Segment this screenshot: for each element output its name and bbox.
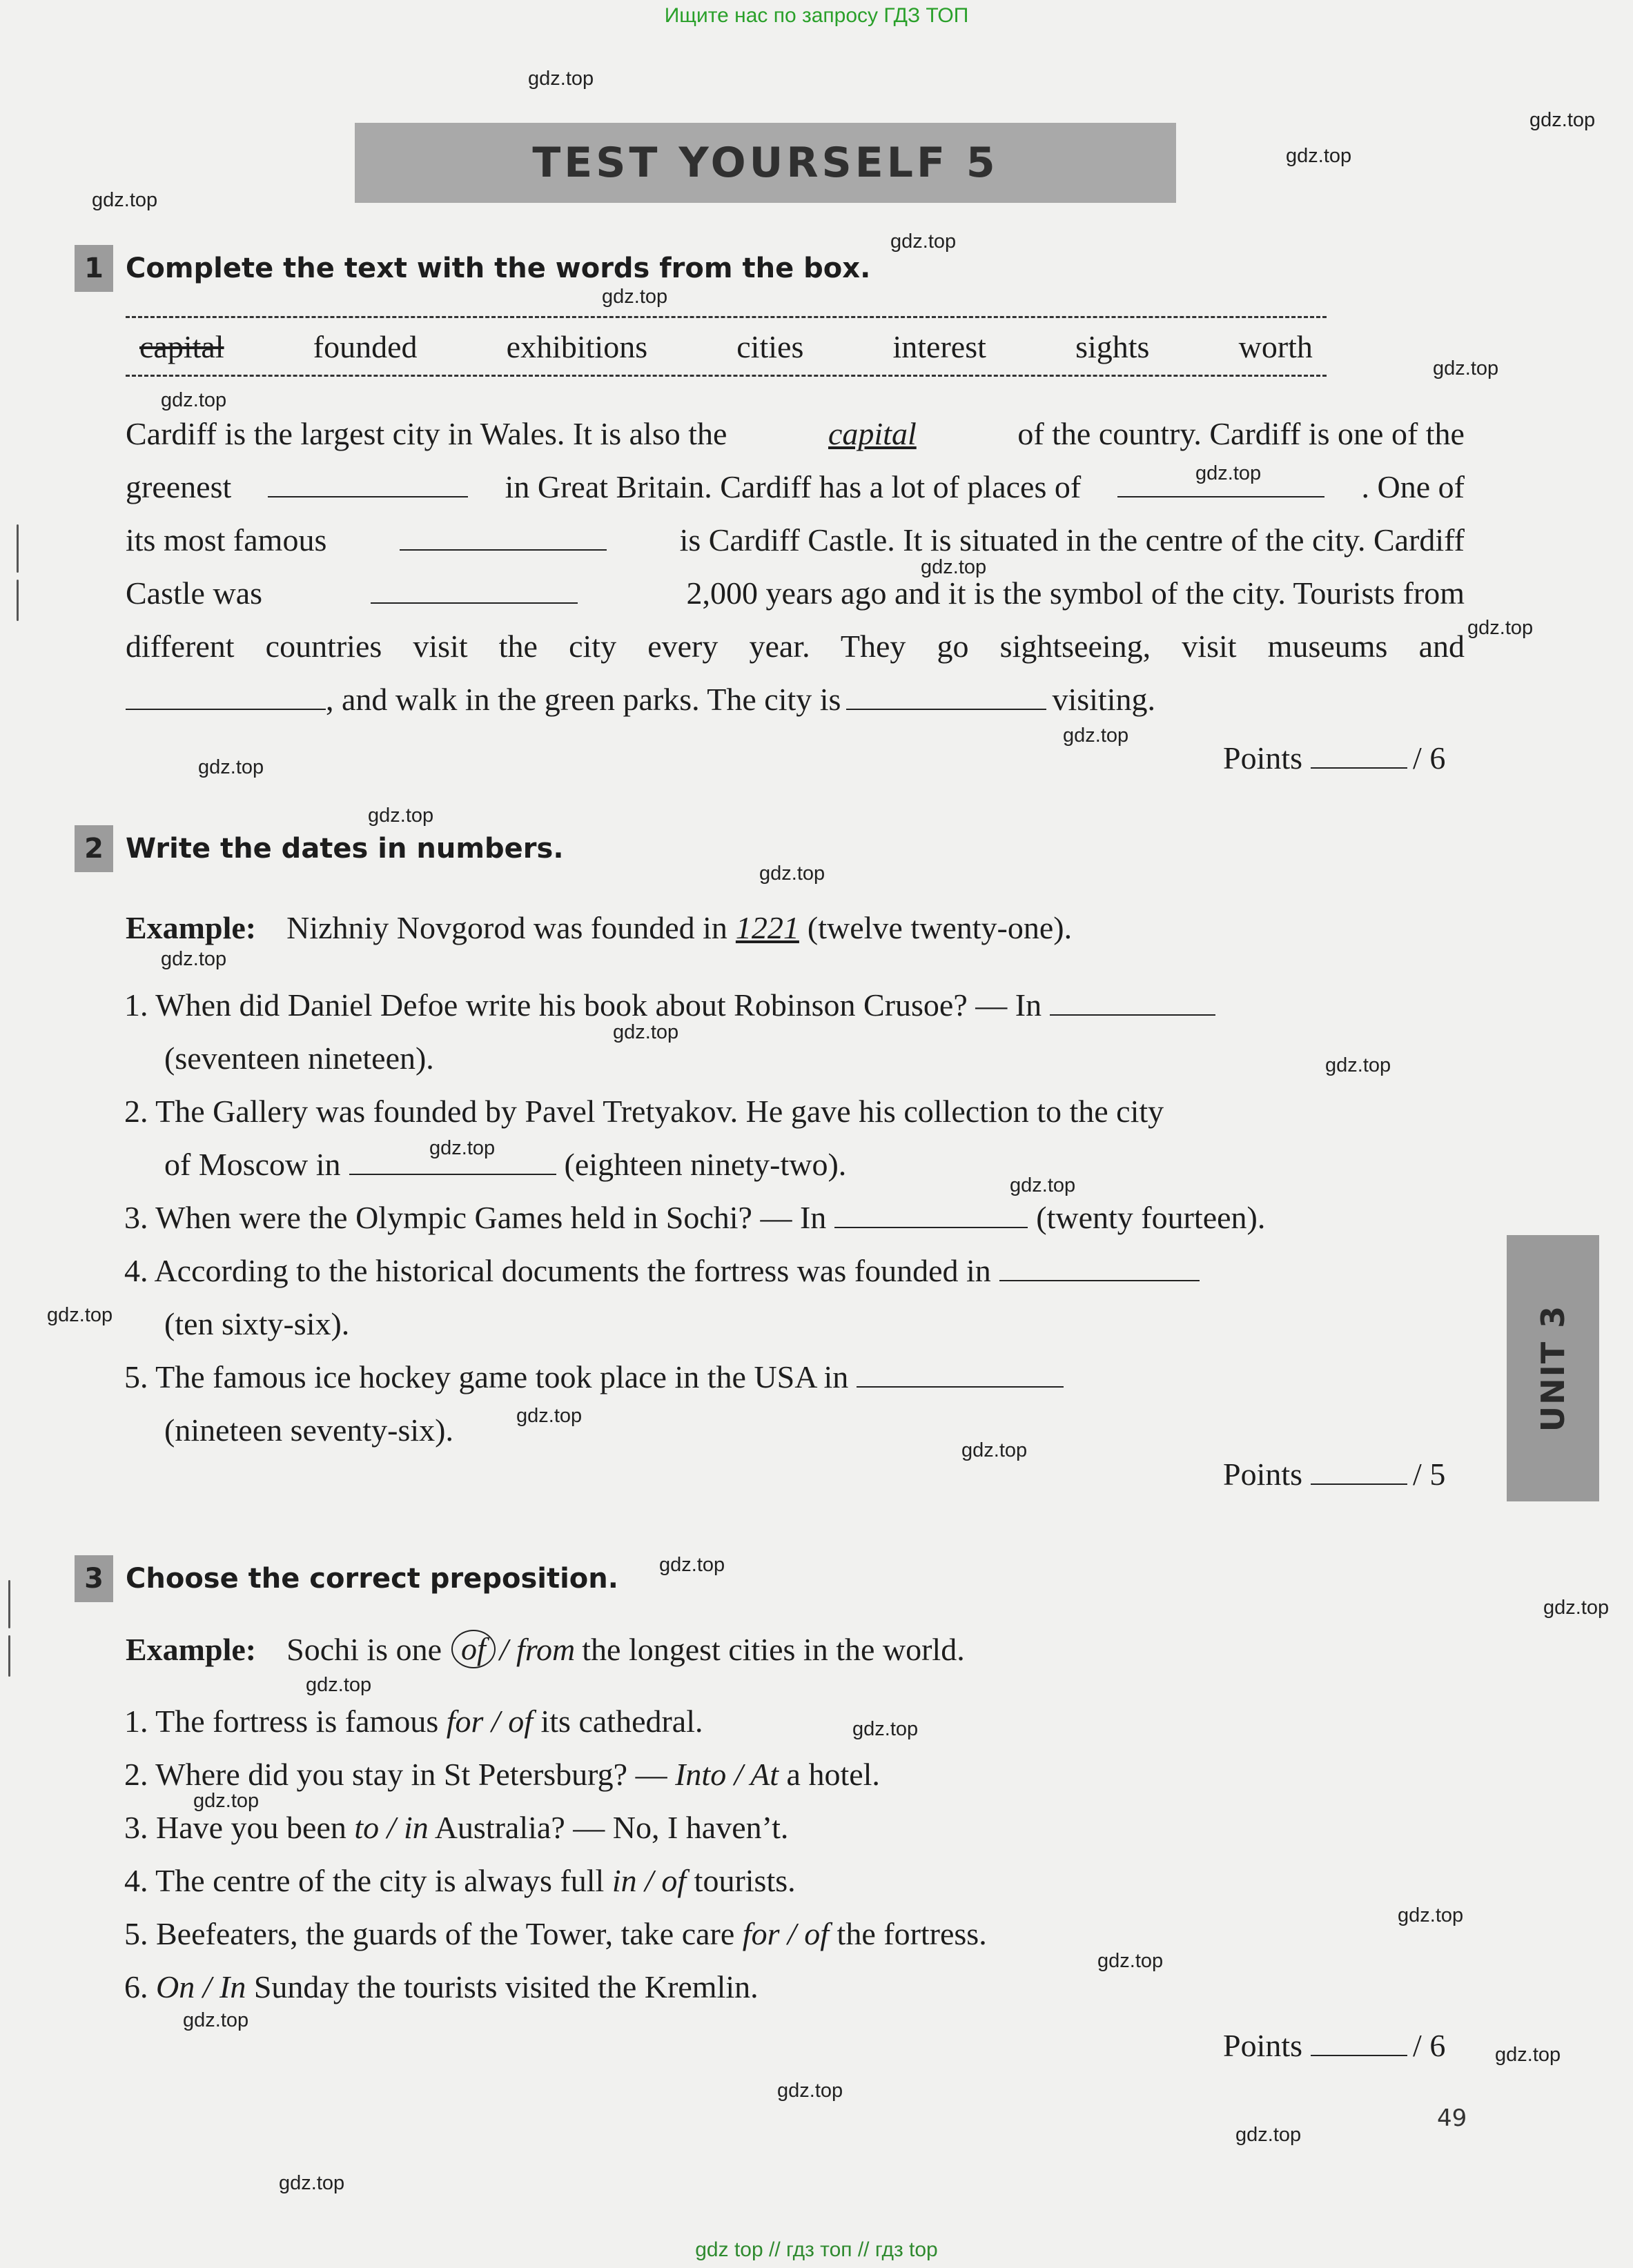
text-line: Cardiff is the largest city in Wales. It is also the capital of the country. Cardiff is one of the [126,416,1465,451]
watermark: gdz.top [183,2009,249,2031]
answer-blank[interactable] [1117,495,1324,497]
answer-blank[interactable] [846,708,1046,710]
answer-blank[interactable] [1050,1014,1215,1016]
exercise-1-header [75,245,870,292]
watermark: gdz.top [429,1137,496,1159]
watermark: gdz.top [1097,1950,1164,1972]
preposition-choice[interactable]: to / in [354,1810,429,1845]
answer-blank[interactable] [999,1279,1200,1281]
answer-blank[interactable] [268,495,468,497]
list-item-hint: (seventeen nineteen). [164,1041,434,1076]
list-item: 6. On / In Sunday the tourists visited the Kremlin. [124,1969,759,2004]
watermark: gdz.top [161,389,227,411]
preposition-choice[interactable]: for / of [742,1916,830,1951]
binding-hole [8,1580,10,1628]
text-line: different countries visit the city every year. They go sightseeing, visit museums and [126,629,1465,664]
list-item: 1. The fortress is famous for / of its cathedral. [124,1704,703,1739]
word-box-item: exhibitions [506,328,648,364]
list-item: 3. Have you been to / in Australia? — No, I haven’t. [124,1810,789,1845]
watermark: gdz.top [602,286,668,308]
page-title: TEST YOURSELF 5 [532,139,999,187]
watermark: gdz.top [279,2172,345,2194]
watermark: gdz.top [1010,1174,1076,1196]
watermark: gdz.top [1235,2124,1302,2146]
list-item: 4. The centre of the city is always full in / of tourists. [124,1863,796,1898]
watermark: gdz.top [1433,357,1499,379]
list-item-hint: (ten sixty-six). [164,1306,350,1341]
text-line: , and walk in the green parks. The city is visiting. [126,681,1155,718]
preposition-choice[interactable]: Into / At [675,1757,779,1792]
word-box-item: sights [1075,328,1150,364]
watermark: gdz.top [852,1718,919,1740]
answer-example: capital [828,416,917,451]
exercise-number: 1 [75,245,113,292]
binding-hole [8,1635,10,1677]
list-item: 1. When did Daniel Defoe write his book about Robinson Crusoe? — In [124,987,1215,1023]
word-box [126,316,1327,377]
word-box-item: cities [736,328,804,364]
watermark: gdz.top [1286,145,1352,167]
watermark: gdz.top [1529,109,1596,131]
preposition-choice[interactable]: for / of [446,1704,533,1739]
watermark: gdz.top [613,1021,679,1043]
watermark: gdz.top [659,1554,725,1576]
example-label: Example: [126,1631,257,1667]
word-box-item: interest [892,328,986,364]
watermark: gdz.top [1195,462,1262,484]
example-line: Example: Sochi is one of / from the longest cities in the world. [126,1630,965,1668]
example-label: Example: [126,910,257,945]
answer-blank[interactable] [371,602,578,604]
list-item: 3. When were the Olympic Games held in Sochi? — In (twenty fourteen). [124,1200,1266,1235]
exercise-title: Choose the correct preposition. [126,1563,618,1595]
word-box-item: capital [139,328,224,364]
exercise-number: 2 [75,825,113,872]
points-blank[interactable] [1311,1483,1407,1485]
points-blank[interactable] [1311,767,1407,769]
exercise-2-header [75,825,564,872]
list-item: 5. Beefeaters, the guards of the Tower, take care for / of the fortress. [124,1916,987,1951]
preposition-choice[interactable]: in / of [612,1863,687,1898]
binding-hole [17,580,19,621]
watermark: gdz.top [1325,1054,1391,1076]
bottom-search-link[interactable]: gdz top // гдз топ // гдз top [695,2238,938,2261]
watermark: gdz.top [777,2080,843,2102]
list-item: 5. The famous ice hockey game took place in the USA in [124,1359,1064,1395]
list-item: of Moscow in (eighteen ninety-two). [164,1147,847,1182]
preposition-choice[interactable]: On / In [156,1969,246,2004]
watermark: gdz.top [1063,724,1129,747]
watermark: gdz.top [961,1439,1028,1461]
watermark: gdz.top [528,68,594,90]
watermark: gdz.top [306,1674,372,1696]
points-blank[interactable] [1311,2054,1407,2056]
word-box-item: worth [1238,328,1313,364]
points-line: Points / 6 [1223,2028,1446,2063]
points-line: Points / 6 [1223,740,1446,776]
list-item: 2. Where did you stay in St Petersburg? — Into / At a hotel. [124,1757,880,1792]
text-line: Castle was 2,000 years ago and it is the symbol of the city. Tourists from [126,575,1465,611]
watermark: gdz.top [198,756,264,778]
watermark: gdz.top [890,230,957,253]
answer-blank[interactable] [834,1226,1028,1228]
watermark: gdz.top [759,862,825,885]
list-item: 2. The Gallery was founded by Pavel Tretyakov. He gave his collection to the city [124,1094,1164,1129]
watermark: gdz.top [1467,617,1534,639]
watermark: gdz.top [516,1405,583,1427]
binding-hole [17,524,19,573]
word-box-item: founded [313,328,418,364]
watermark: gdz.top [1495,2044,1561,2066]
unit-side-tab [1507,1235,1599,1501]
exercise-title: Write the dates in numbers. [126,833,564,865]
watermark: gdz.top [193,1790,260,1812]
answer-blank[interactable] [126,708,326,710]
answer-blank[interactable] [349,1173,556,1175]
page-title-band [355,123,1176,203]
watermark: gdz.top [368,805,434,827]
watermark: gdz.top [1398,1904,1464,1926]
list-item-hint: (nineteen seventy-six). [164,1412,453,1448]
page-number: 49 [1437,2104,1467,2132]
circled-answer: of [451,1630,496,1668]
top-search-link[interactable]: Ищите нас по запросу ГДЗ ТОП [664,4,969,27]
list-item: 4. According to the historical documents the fortress was founded in [124,1252,1200,1289]
exercise-3-header [75,1555,618,1602]
watermark: gdz.top [1543,1597,1610,1619]
watermark: gdz.top [161,948,227,970]
exercise-number: 3 [75,1555,113,1602]
answer-example: 1221 [735,910,799,945]
watermark: gdz.top [921,556,987,578]
watermark: gdz.top [47,1304,113,1326]
watermark: gdz.top [92,189,158,211]
answer-blank[interactable] [400,549,607,551]
text-line: greenest in Great Britain. Cardiff has a lot of places of . One of [126,469,1465,504]
exercise-title: Complete the text with the words from the box. [126,253,871,284]
text-line: its most famous is Cardiff Castle. It is situated in the centre of the city. Cardiff [126,522,1465,558]
example-line: Example: Nizhniy Novgorod was founded in 1221 (twelve twenty-one). [126,910,1073,945]
answer-blank[interactable] [857,1386,1064,1388]
points-line: Points / 5 [1223,1457,1446,1492]
unit-label: UNIT 3 [1534,1304,1572,1432]
